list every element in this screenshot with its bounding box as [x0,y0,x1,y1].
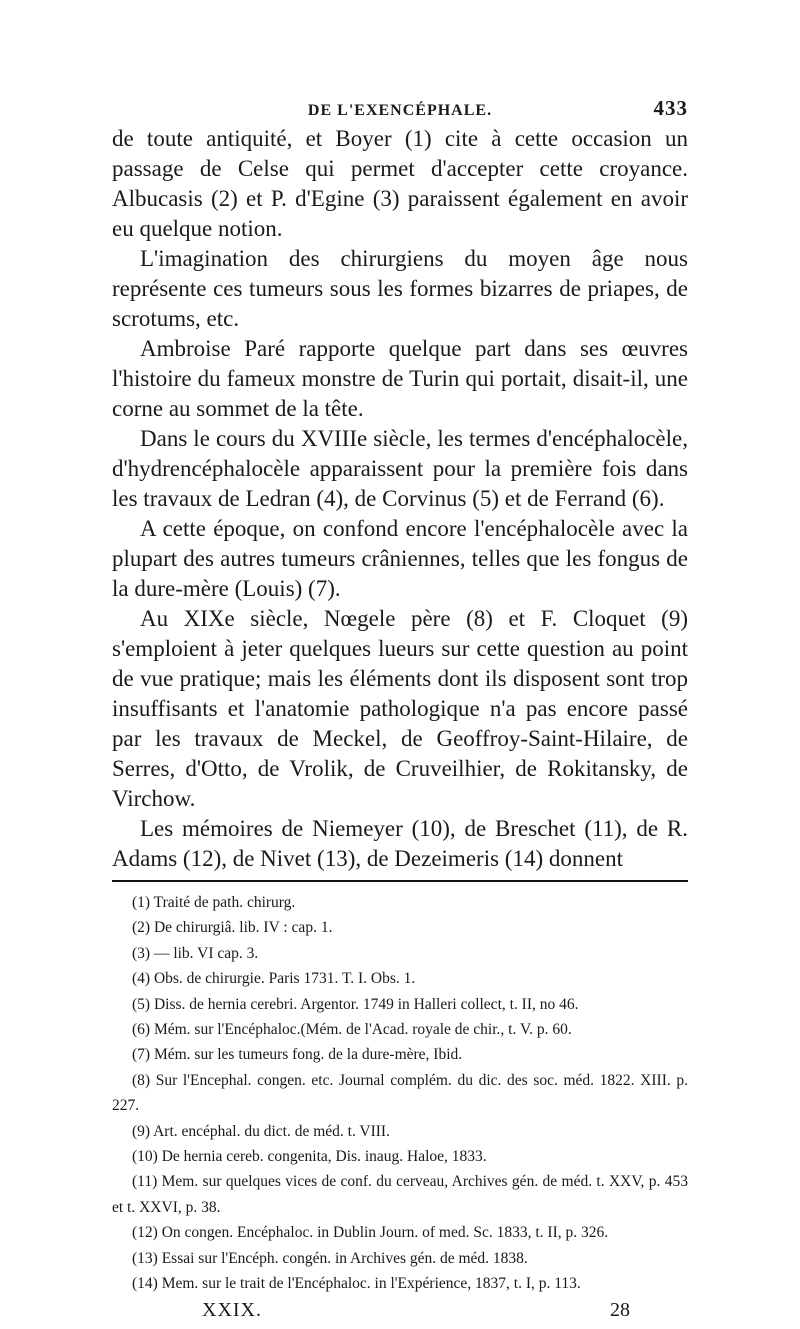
paragraph-7: Les mémoires de Niemeyer (10), de Breschet (11), de R. Adams (12), de Nivet (13), de Dezeimeris (14) donnent [112,816,688,871]
footnote-5: (5) Diss. de hernia cerebri. Argentor. 1749 in Halleri collect, t. II, no 46. [132,995,579,1013]
folio-number: 28 [610,1298,630,1321]
footnote-13: (13) Essai sur l'Encéph. congén. in Archives gén. de méd. 1838. [132,1249,528,1267]
footnote-7: (7) Mém. sur les tumeurs fong. de la dure-mère, Ibid. [132,1046,463,1064]
footnote-4: (4) Obs. de chirurgie. Paris 1731. T. I. Obs. 1. [132,970,416,988]
running-title: DE L'EXENCÉPHALE. [307,102,493,119]
paragraph-6: Au XIXe siècle, Nœgele père (8) et F. Cloquet (9) s'emploient à jeter quelques lueurs sur cette question au point de vue pratique; mais les éléments dont ils disposent sont trop insuffisants et l'anatomie pathologique n'a pas encore passé par les travaux de Meckel, de Geoffroy-Saint-Hilaire, de Serres, d'Otto, de Vrolik, de Cruveilhier, de Rokitansky, de Virchow. [112,606,688,811]
page-footer [112,1299,688,1329]
footnote-1: (1) Traité de path. chirurg. [132,894,296,911]
paragraph-1: de toute antiquité, et Boyer (1) cite à cette occasion un passage de Celse qui permet d'accepter cette croyance. Albucasis (2) et P. d'Egine (3) paraissent également en avoir eu quelque notion. [112,126,688,241]
page-header [112,96,688,124]
page-number: 433 [653,96,688,120]
footnote-6: (6) Mém. sur l'Encéphaloc.(Mém. de l'Acad. royale de chir., t. V. p. 60. [132,1021,572,1039]
footnote-10: (10) De hernia cereb. congenita, Dis. inaug. Haloe, 1833. [132,1148,487,1166]
footnote-8: (8) Sur l'Encephal. congen. etc. Journal complém. du dic. des soc. méd. 1822. XIII. p. 227. [112,1071,688,1115]
footnotes [112,890,688,1297]
footnote-14: (14) Mem. sur le trait de l'Encéphaloc. in l'Expérience, 1837, t. I, p. 113. [132,1275,581,1293]
paragraph-4: Dans le cours du XVIIIe siècle, les termes d'encéphalocèle, d'hydrencéphalocèle apparaissent pour la première fois dans les travaux de Ledran (4), de Corvinus (5) et de Ferrand (6). [112,426,688,511]
footnote-2: (2) De chirurgiâ. lib. IV : cap. 1. [132,919,333,937]
signature-mark: XXIX. [202,1298,262,1321]
body-text [112,124,688,874]
paragraph-5: A cette époque, on confond encore l'encéphalocèle avec la plupart des autres tumeurs crâniennes, telles que les fongus de la dure-mère (Louis) (7). [112,516,688,601]
paragraph-2: L'imagination des chirurgiens du moyen âge nous représente ces tumeurs sous les formes bizarres de priapes, de scrotums, etc. [112,246,688,331]
footnote-12: (12) On congen. Encéphaloc. in Dublin Journ. of med. Sc. 1833, t. II, p. 326. [132,1224,609,1242]
footnote-3: (3) — lib. VI cap. 3. [132,944,259,962]
footnote-divider [112,880,688,882]
footnote-11: (11) Mem. sur quelques vices de conf. du cerveau, Archives gén. de méd. t. XXV, p. 453 et t. XXVI, p. 38. [112,1173,688,1216]
paragraph-3: Ambroise Paré rapporte quelque part dans ses œuvres l'histoire du fameux monstre de Turin qui portait, disait-il, une corne au sommet de la tête. [112,336,688,421]
footnote-9: (9) Art. encéphal. du dict. de méd. t. VIII. [132,1122,390,1140]
